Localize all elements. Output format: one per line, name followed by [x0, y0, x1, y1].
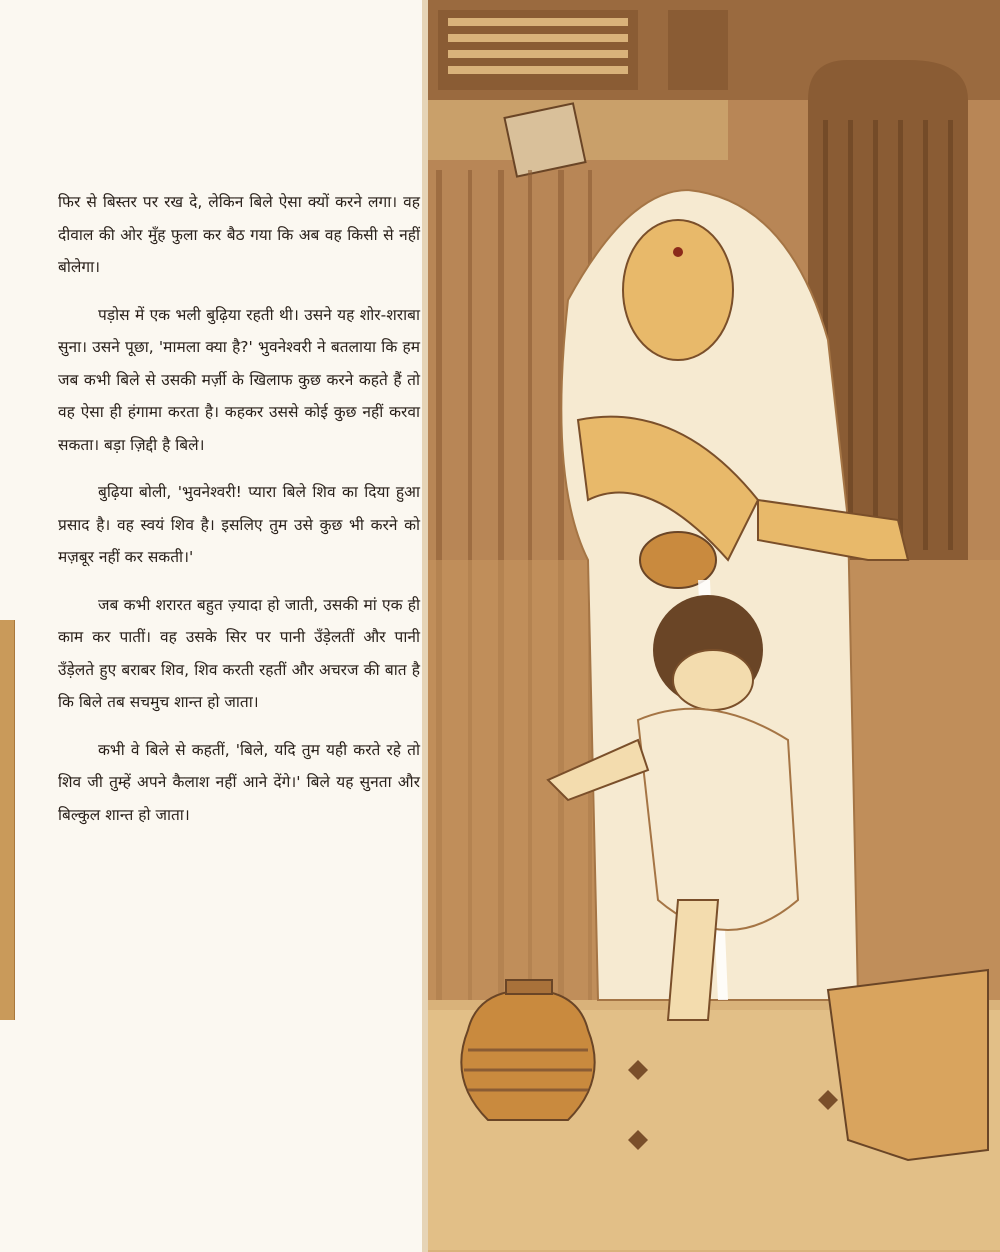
- page-edge-tab: [0, 620, 15, 1020]
- story-paragraph-4: जब कभी शरारत बहुत ज़्यादा हो जाती, उसकी मां एक ही काम कर पातीं। वह उसके सिर पर पानी उँड़ेलतीं और पानी उँड़ेलते हुए बराबर शिव, शिव करती रहतीं और अचरज की बात है कि बिले तब सचमुच शान्त हो जाता।: [58, 595, 420, 711]
- water-basin: [828, 970, 988, 1160]
- story-text-column: [58, 186, 420, 846]
- paper-note: [505, 103, 586, 176]
- bindi: [673, 247, 683, 257]
- water-pot: [640, 532, 716, 588]
- story-paragraph-1: फिर से बिस्तर पर रख दे, लेकिन बिले ऐसा क्यों करने लगा। वह दीवाल की ओर मुँह फुला कर बैठ गया कि अब वह किसी से नहीं बोलेगा।: [58, 193, 420, 276]
- story-paragraph-3: बुढ़िया बोली, 'भुवनेश्वरी! प्यारा बिले शिव का दिया हुआ प्रसाद है। वह स्वयं शिव है। इसलिए तुम उसे कुछ भी करने को मज़बूर नहीं कर सकती।': [58, 483, 420, 566]
- mother-face: [623, 220, 733, 360]
- story-paragraph-2: पड़ोस में एक भली बुढ़िया रहती थी। उसने यह शोर-शराबा सुना। उसने पूछा, 'मामला क्या है?' भुवनेश्वरी ने बतलाया कि हम जब कभी बिले से उसकी मर्ज़ी के खिलाफ कुछ करने कहते हैं तो वह ऐसा ही हंगामा करता है। कहकर उससे कोई कुछ नहीं करवा सकता। बड़ा ज़िद्दी है बिले।: [58, 305, 420, 454]
- story-paragraph-5: कभी वे बिले से कहतीं, 'बिले, यदि तुम यही करते रहे तो शिव जी तुम्हें अपने कैलाश नहीं आने देंगे।' बिले यह सुनता और बिल्कुल शान्त हो जाता।: [58, 740, 420, 824]
- illustration-artwork: [428, 0, 1000, 1252]
- child-body: [638, 709, 798, 930]
- window-shutters: [438, 10, 728, 90]
- story-illustration: [428, 0, 1000, 1252]
- child-leg: [668, 900, 718, 1020]
